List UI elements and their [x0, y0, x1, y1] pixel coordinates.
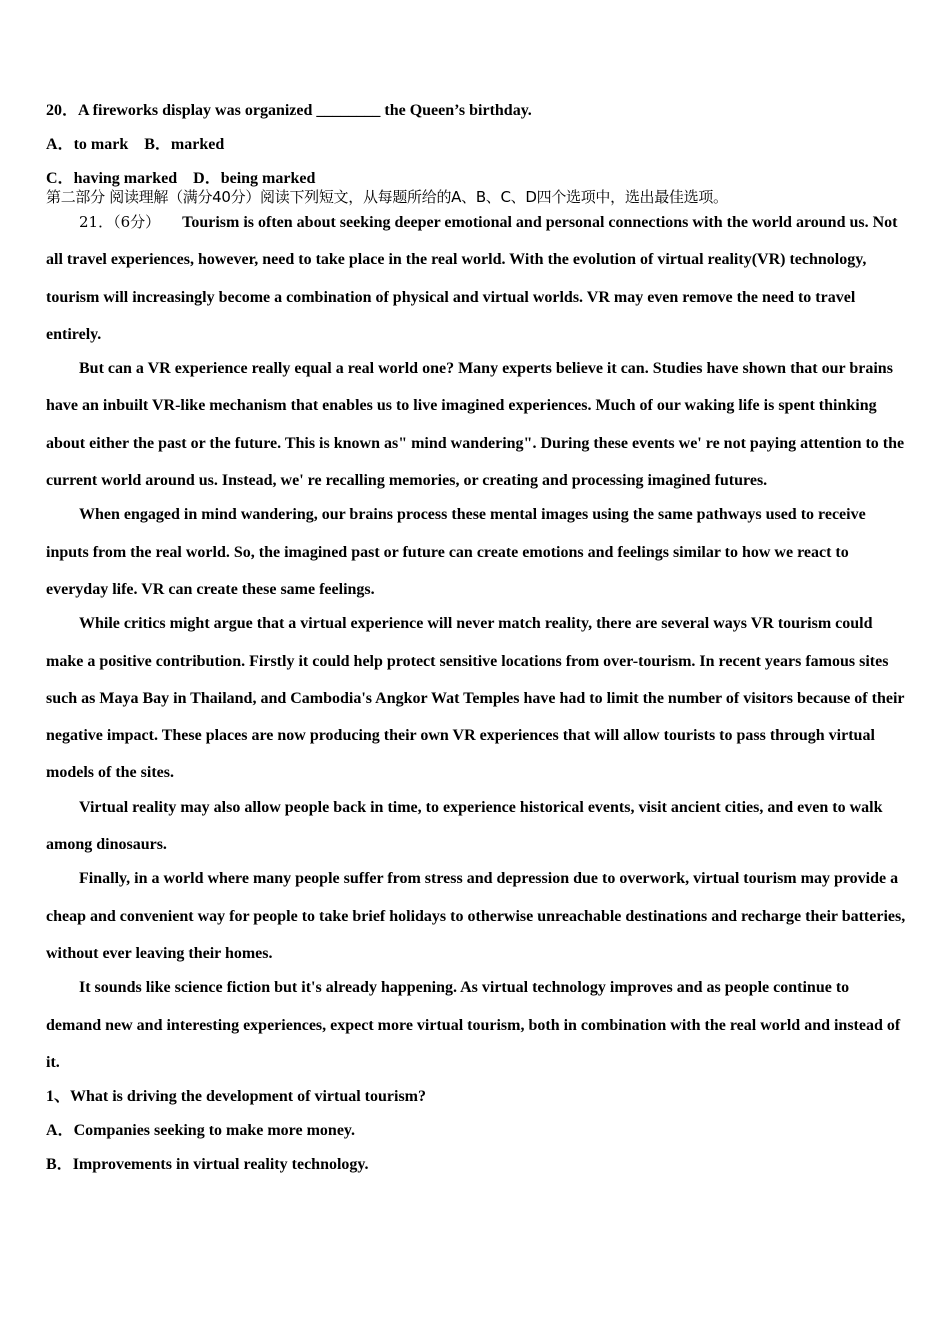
paragraph-1-text: Tourism is often about seeking deeper emotional and personal connections with the world around us. Not all travel experiences, however, need to take place in the real world. With the evolution of virtual reality(VR) technology, tourism will increasingly become a combination of physical and virtual worlds. VR may even remove the need to travel entirely.: [46, 214, 898, 343]
section-heading: 第二部分 阅读理解（满分40分）阅读下列短文，从每题所给的A、B、C、D四个选项中，选出最佳选项。: [46, 188, 728, 206]
passage-paragraph-5: Virtual reality may also allow people back in time, to experience historical events, visit ancient cities, and even to walk among dinosaurs.: [46, 798, 883, 854]
option-b-text: Improvements in virtual reality technology.: [72, 1156, 369, 1174]
option-c-text: having marked: [73, 170, 178, 187]
question-1-option-b: [46, 1152, 906, 1178]
option-b-label: B．: [144, 136, 171, 153]
question-1-option-a: [46, 1118, 906, 1144]
question-20-stem: 20．A fireworks display was organized ________ the Queen’s birthday.: [46, 102, 532, 119]
passage-paragraph-1: [46, 204, 906, 353]
option-b-label: B．: [46, 1156, 73, 1174]
option-a-label: A．: [46, 136, 74, 153]
passage-paragraph-7: It sounds like science fiction but it's already happening. As virtual technology improves and as people continue to demand new and interesting experiences, expect more virtual tourism, both in combination with the real world and instead of it.: [46, 979, 901, 1071]
exam-page: [46, 98, 906, 1186]
passage-paragraph-2: But can a VR experience really equal a real world one? Many experts believe it can. Studies have shown that our brains have an inbuilt VR-like mechanism that enables us to live imagined experiences. Much of our waking life is spent thinking about either the past or the future. This is known as" mind wandering". During these events we' re not paying attention to the current world around us. Instead, we' re recalling memories, or creating and processing imagined futures.: [46, 360, 905, 490]
question-20-options-row-1: [46, 132, 906, 158]
option-a-text: to mark: [73, 136, 129, 153]
option-d-label: D．: [193, 170, 221, 187]
passage-paragraph-6: Finally, in a world where many people suffer from stress and depression due to overwork, virtual tourism may provide a cheap and convenient way for people to take brief holidays to otherwise unreachable destinations and recharge their batteries, without ever leaving their homes.: [46, 870, 906, 962]
passage-paragraph-4: While critics might argue that a virtual experience will never match reality, there are several ways VR tourism could make a positive contribution. Firstly it could help protect sensitive locations from over-tourism. In recent years famous sites such as Maya Bay in Thailand, and Cambodia's Angkor Wat Temples have had to limit the number of visitors because of their negative impact. These places are now producing their own VR experiences that will allow tourists to pass through virtual models of the sites.: [46, 615, 905, 782]
option-a-label: A．: [46, 1122, 74, 1140]
passage-paragraph-3: When engaged in mind wandering, our brains process these mental images using the same pathways used to receive inputs from the real world. So, the imagined past or future can create emotions and feelings similar to how we react to everyday life. VR can create these same feelings.: [46, 506, 866, 598]
question-1-stem: 1、What is driving the development of virtual tourism?: [46, 1088, 426, 1106]
option-c-label: C．: [46, 170, 74, 187]
option-d-text: being marked: [220, 170, 316, 187]
question-21-number: 21．（6分）: [79, 213, 161, 231]
option-b-text: marked: [170, 136, 225, 153]
option-a-text: Companies seeking to make more money.: [73, 1122, 356, 1140]
